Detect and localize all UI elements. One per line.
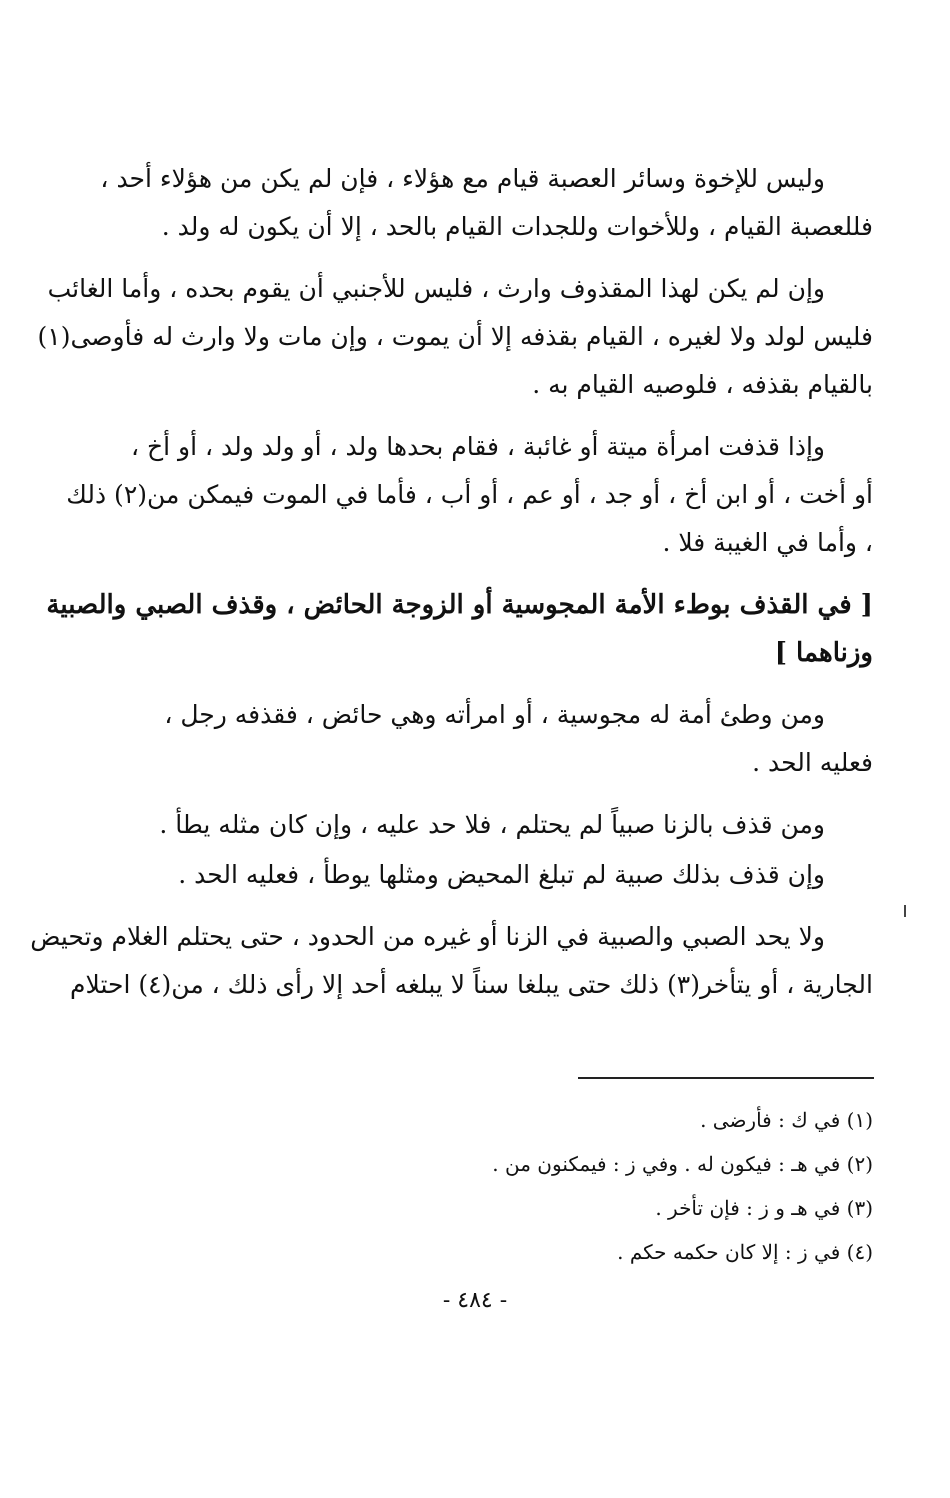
footnote-4: (٤) في ز : إلا كان حكمه حكم . xyxy=(617,1240,873,1264)
text-line: أو أخت ، أو ابن أخ ، أو جد ، أو عم ، أو أب ، فأما في الموت فيمكن من(٢) ذلك xyxy=(66,480,873,509)
paragraph-5 xyxy=(75,801,873,849)
footnotes xyxy=(75,1098,873,1274)
footnote-2: (٢) في هـ : فيكون له . وفي ز : فيمكنون من . xyxy=(492,1152,873,1176)
text-line: وإن قذف بذلك صبية لم تبلغ المحيض ومثلها يوطأ ، فعليه الحد . xyxy=(178,860,825,889)
text-line: فليس لولد ولا لغيره ، القيام بقذفه إلا أن يموت ، وإن مات ولا وارث له فأوصى(١) xyxy=(37,322,873,351)
text-line: وإذا قذفت امرأة ميتة أو غائبة ، فقام بحدها ولد ، أو ولد ولد ، أو أخ ، xyxy=(131,432,825,461)
text-line: ولا يحد الصبي والصبية في الزنا أو غيره من الحدود ، حتى يحتلم الغلام وتحيض xyxy=(30,922,825,951)
text-line: ومن قذف بالزنا صبياً لم يحتلم ، فلا حد عليه ، وإن كان مثله يطأ . xyxy=(159,810,825,839)
footnote-divider xyxy=(578,1077,874,1079)
paragraph-6 xyxy=(75,851,873,899)
text-line: الجارية ، أو يتأخر(٣) ذلك حتى يبلغا سناً لا يبلغه أحد إلا رأى ذلك ، من(٤) احتلام xyxy=(70,970,873,999)
text-line: ، وأما في الغيبة فلا . xyxy=(662,528,873,557)
footnote-1: (١) في ك : فأرضى . xyxy=(700,1108,873,1132)
margin-mark xyxy=(904,905,906,917)
heading-line: [ في القذف بوطء الأمة المجوسية أو الزوجة الحائض ، وقذف الصبي والصبية xyxy=(46,590,873,620)
text-line: بالقيام بقذفه ، فلوصيه القيام به . xyxy=(532,370,873,399)
heading-line: وزناهما ] xyxy=(774,638,873,668)
page-number: - ٤٨٤ - xyxy=(442,1288,508,1313)
paragraph-3 xyxy=(66,423,873,567)
text-line: ومن وطئ أمة له مجوسية ، أو امرأته وهي حائض ، فقذفه رجل ، xyxy=(164,700,825,729)
footnote-3: (٣) في هـ و ز : فإن تأخر . xyxy=(655,1196,873,1220)
text-line: فللعصبة القيام ، وللأخوات وللجدات القيام بالحد ، إلا أن يكون له ولد . xyxy=(161,212,873,241)
text-line: وليس للإخوة وسائر العصبة قيام مع هؤلاء ، فإن لم يكن من هؤلاء أحد ، xyxy=(100,164,825,193)
paragraph-4 xyxy=(75,691,873,787)
text-line: وإن لم يكن لهذا المقذوف وارث ، فليس للأجنبي أن يقوم بحده ، وأما الغائب xyxy=(47,274,825,303)
paragraph-2 xyxy=(37,265,873,409)
section-heading xyxy=(46,581,873,677)
paragraph-7 xyxy=(30,913,873,1009)
page-body xyxy=(30,155,873,1023)
text-line: فعليه الحد . xyxy=(752,748,873,777)
paragraph-1 xyxy=(75,155,873,251)
